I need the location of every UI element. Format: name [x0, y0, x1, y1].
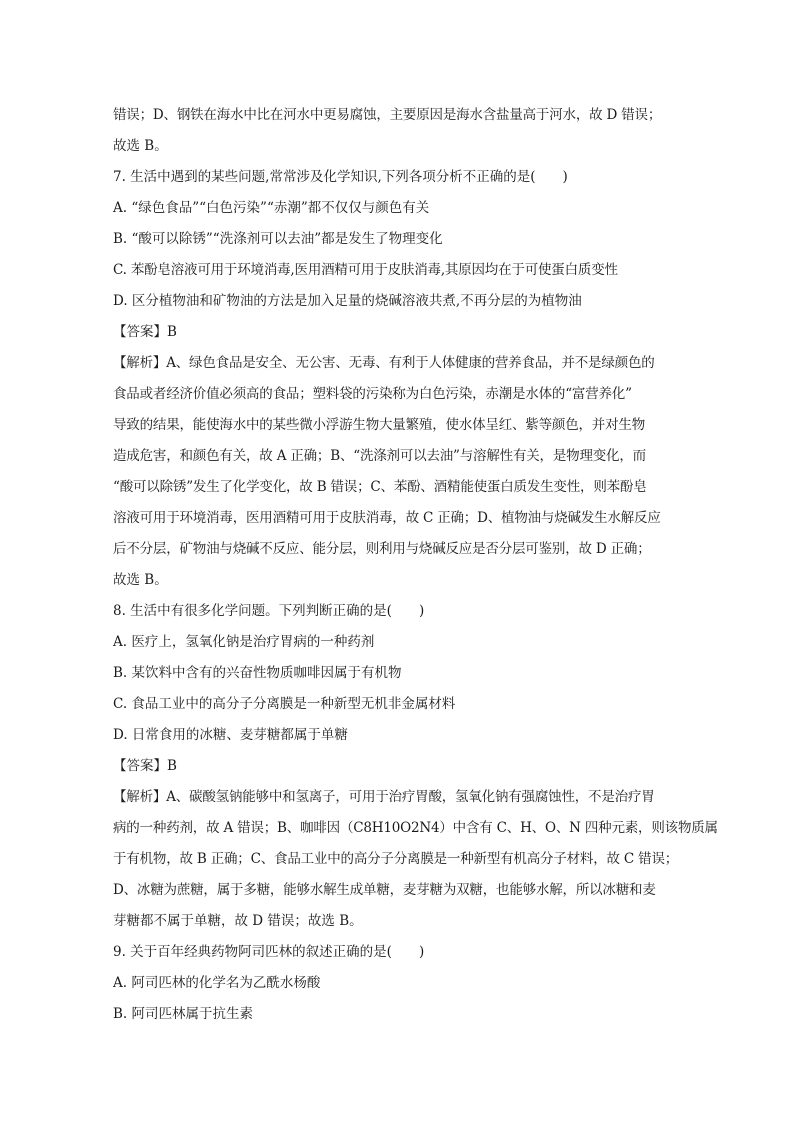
- q7-explanation-line: 导致的结果，能使海水中的某些微小浮游生物大量繁殖，使水体呈红、紫等颜色，并对生物: [113, 417, 645, 433]
- q7-explanation-line: “酸可以除锈”发生了化学变化，故 B 错误；C、苯酚、酒精能使蛋白质发生变性，则苯酚皂: [113, 479, 647, 495]
- q7-answer: 【答案】B: [113, 324, 177, 340]
- q8-explanation-line: D、冰糖为蔗糖，属于多糖，能够水解生成单糖，麦芽糖为双糖，也能够水解，所以冰糖和麦: [113, 882, 656, 898]
- q7-explanation-line: 食品或者经济价值必须高的食品；塑料袋的污染称为白色污染，赤潮是水体的“富营养化”: [113, 386, 632, 402]
- q7-option-b: B. “酸可以除锈”“洗涤剂可以去油”都是发生了物理变化: [113, 231, 443, 247]
- q9-option-b: B. 阿司匹林属于抗生素: [113, 1006, 254, 1022]
- q8-stem: 8. 生活中有很多化学问题。下列判断正确的是( ): [113, 603, 425, 619]
- q7-option-a: A. “绿色食品”“白色污染”“赤潮”都不仅仅与颜色有关: [113, 200, 430, 216]
- q7-option-d: D. 区分植物油和矿物油的方法是加入足量的烧碱溶液共煮,不再分层的为植物油: [113, 293, 582, 309]
- q7-explanation-line: 造成危害，和颜色有关，故 A 正确；B、“洗涤剂可以去油”与溶解性有关，是物理变化，而: [113, 448, 646, 464]
- q7-explanation-line: 故选 B。: [113, 572, 168, 588]
- q7-explanation-line: 【解析】A、绿色食品是安全、无公害、无毒、有利于人体健康的营养食品，并不是绿颜色的: [113, 355, 655, 371]
- document-body: [113, 100, 718, 1030]
- q8-explanation-line: 病的一种药剂，故 A 错误；B、咖啡因（C8H10O2N4）中含有 C、H、O、N 四种元素，则该物质属: [113, 820, 718, 836]
- q8-option-b: B. 某饮料中含有的兴奋性物质咖啡因属于有机物: [113, 665, 402, 681]
- q8-option-a: A. 医疗上，氢氧化钠是治疗胃病的一种药剂: [113, 634, 375, 650]
- q8-explanation-line: 芽糖都不属于单糖，故 D 错误；故选 B。: [113, 913, 363, 929]
- q7-option-c: C. 苯酚皂溶液可用于环境消毒,医用酒精可用于皮肤消毒,其原因均在于可使蛋白质变性: [113, 262, 618, 278]
- q6-explanation-line: 错误；D、钢铁在海水中比在河水中更易腐蚀，主要原因是海水含盐量高于河水，故 D 错误；: [113, 107, 662, 123]
- q6-conclusion-line: 故选 B。: [113, 138, 168, 154]
- q8-option-c: C. 食品工业中的高分子分离膜是一种新型无机非金属材料: [113, 696, 456, 712]
- q9-option-a: A. 阿司匹林的化学名为乙酰水杨酸: [113, 975, 321, 991]
- q8-explanation-line: 于有机物，故 B 正确；C、食品工业中的高分子分离膜是一种新型有机高分子材料，故 C 错误；: [113, 851, 679, 867]
- q8-option-d: D. 日常食用的冰糖、麦芽糖都属于单糖: [113, 727, 348, 743]
- q7-explanation-line: 后不分层，矿物油与烧碱不反应、能分层，则利用与烧碱反应是否分层可鉴别，故 D 正确；: [113, 541, 651, 557]
- q8-explanation-line: 【解析】A、碳酸氢钠能够中和氢离子，可用于治疗胃酸，氢氧化钠有强腐蚀性，不是治疗胃: [113, 789, 655, 805]
- q7-stem: 7. 生活中遇到的某些问题,常常涉及化学知识,下列各项分析不正确的是( ): [113, 169, 568, 185]
- q8-answer: 【答案】B: [113, 758, 177, 774]
- q9-stem: 9. 关于百年经典药物阿司匹林的叙述正确的是( ): [113, 944, 425, 960]
- q7-explanation-line: 溶液可用于环境消毒，医用酒精可用于皮肤消毒，故 C 正确；D、植物油与烧碱发生水解反应: [113, 510, 661, 526]
